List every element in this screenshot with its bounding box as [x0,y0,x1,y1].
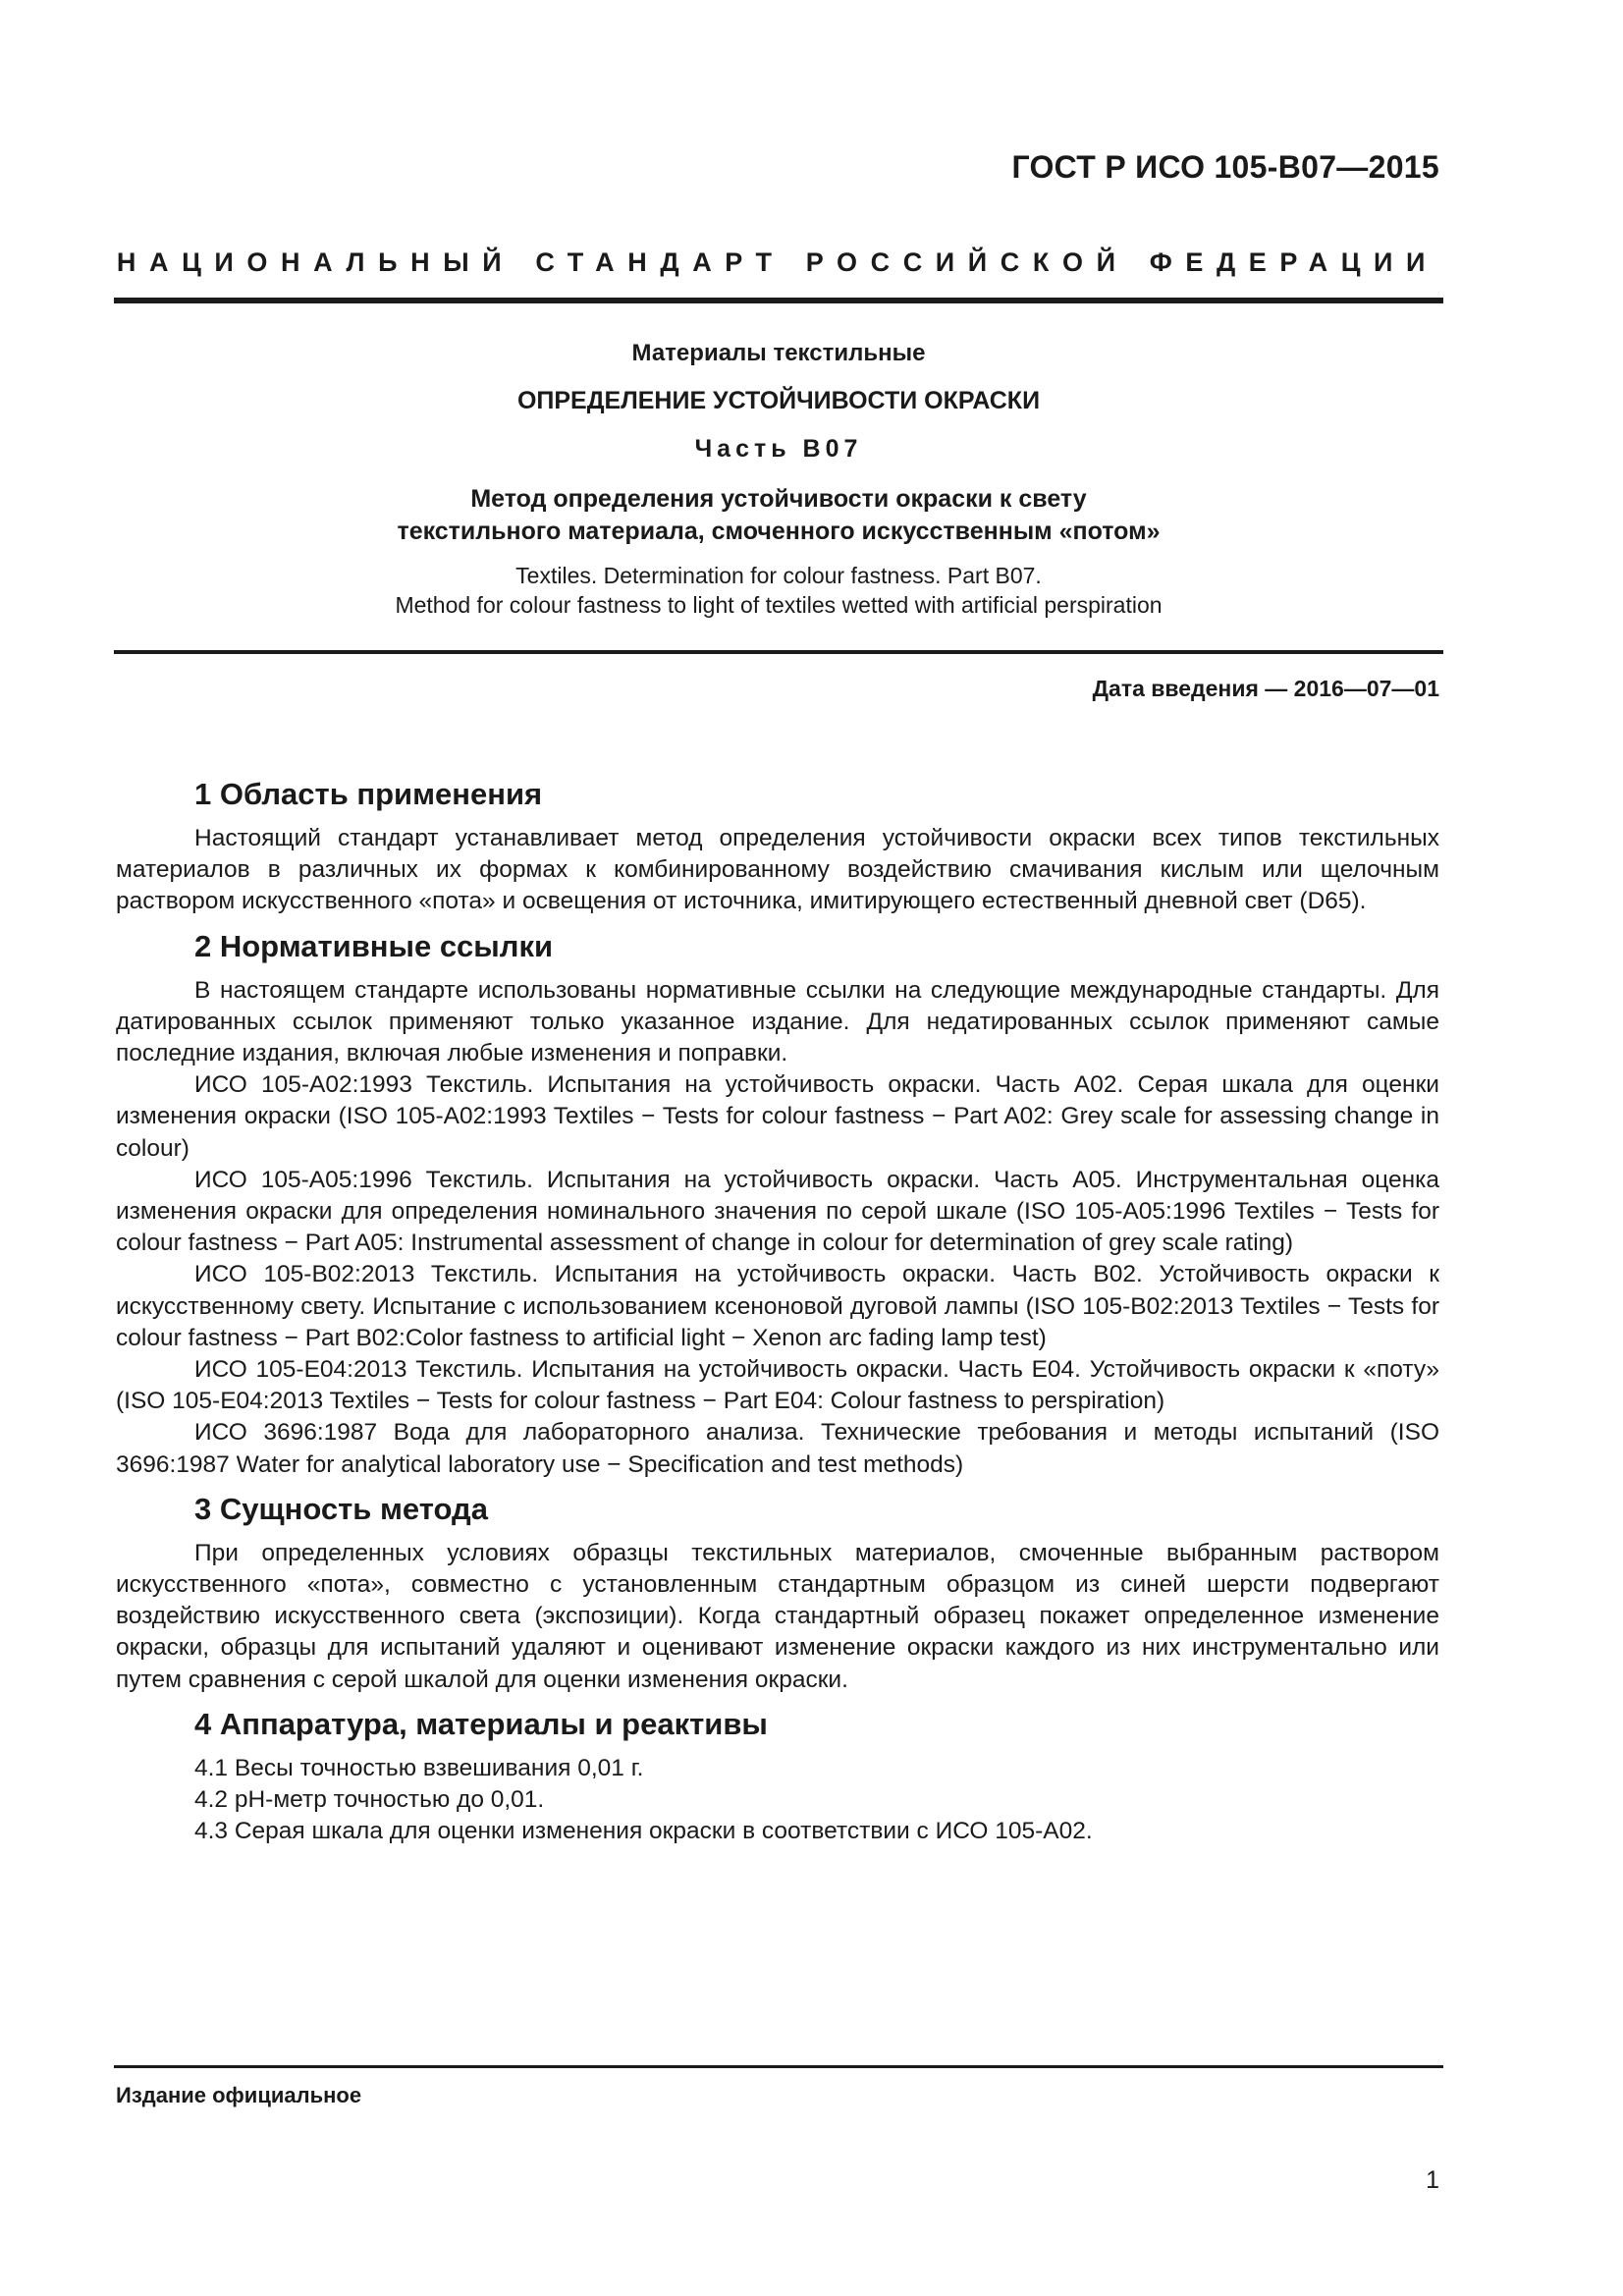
reference-iso-105-a02: ИСО 105-А02:1993 Текстиль. Испытания на устойчивость окраски. Часть А02. Серая шкала для оценки изменения окраски (ISO 105-A02:1993 Textiles − Tests for colour fastness − Part A02: Grey scale for assessing change in colour) [116,1071,1439,1162]
reference-iso-105-a05: ИСО 105-А05:1996 Текстиль. Испытания на устойчивость окраски. Часть А05. Инструментальная оценка изменения окраски для определения номинального значения по серой шкале (ISO 105-A05:1996 Textiles − Tests for colour fastness − Part A05: Instrumental assessment of change in colour for determination of grey scale rating) [116,1166,1439,1257]
page-number: 1 [1426,2166,1439,2194]
section-4-item-3: 4.3 Серая шкала для оценки изменения окраски в соответствии с ИСО 105-А02. [194,1818,1093,1845]
section-2-paragraph: В настоящем стандарте использованы нормативные ссылки на следующие международные стандарты. Для датированных ссылок применяют только указанное издание. Для недатированных ссылок применяют самые последние издания, включая любые изменения и поправки. [116,976,1439,1067]
official-edition-label: Издание официальное [116,2083,362,2107]
title-subtitle: Метод определения устойчивости окраски к свету текстильного материала, смоченного искусственным «потом» [397,485,1161,545]
top-divider [114,298,1443,303]
document-body [116,776,1439,1847]
national-standard-banner: НАЦИОНАЛЬНЫЙ СТАНДАРТ РОССИЙСКОЙ ФЕДЕРАЦИИ [116,247,1439,277]
reference-iso-3696: ИСО 3696:1987 Вода для лабораторного анализа. Технические требования и методы испытаний (ISO 3696:1987 Water for analytical laboratory use − Specification and test methods) [116,1419,1439,1478]
section-4-item-1: 4.1 Весы точностью взвешивания 0,01 г. [194,1754,644,1781]
section-4-heading: 4 Аппаратура, материалы и реактивы [194,1706,768,1741]
reference-iso-105-b02: ИСО 105-В02:2013 Текстиль. Испытания на устойчивость окраски. Часть В02. Устойчивость окраски к искусственному свету. Испытание с использованием ксеноновой дуговой лампы (ISO 105-B02:2013 Textiles − Tests for colour fastness − Part B02:Color fastness to artificial light − Xenon arc fading lamp test) [116,1261,1439,1351]
title-line-2: ОПРЕДЕЛЕНИЕ УСТОЙЧИВОСТИ ОКРАСКИ [516,387,1041,414]
title-english: Textiles. Determination for colour fastness. Part B07. Method for colour fastness to light of textiles wetted with artificial perspiration [395,563,1163,618]
reference-iso-105-e04: ИСО 105-Е04:2013 Текстиль. Испытания на устойчивость окраски. Часть Е04. Устойчивость окраски к «поту» (ISO 105-E04:2013 Textiles − Tests for colour fastness − Part E04: Colour fastness to perspiration) [116,1356,1439,1415]
title-part: Часть В07 [694,435,863,463]
title-line-1: Материалы текстильные [631,340,926,366]
section-1-heading: 1 Область применения [194,777,543,811]
document-code: ГОСТ Р ИСО 105-В07—2015 [1011,149,1439,185]
section-3-heading: 3 Сущность метода [194,1491,488,1526]
title-divider [114,650,1443,654]
introduction-date: Дата введения — 2016—07—01 [1092,676,1439,701]
section-2-heading: 2 Нормативные ссылки [194,928,554,963]
section-3-paragraph: При определенных условиях образцы текстильных материалов, смоченные выбранным раствором искусственного «пота», совместно с установленным стандартным образцом из синей шерсти подвергают воздействию искусственного света (экспозиции). Когда стандартный образец покажет определенное изменение окраски, образцы для испытаний удаляют и оценивают изменение окраски каждого из них инструментально или путем сравнения с серой шкалой для оценки изменения окраски. [116,1539,1439,1693]
section-1-paragraph: Настоящий стандарт устанавливает метод определения устойчивости окраски всех типов текстильных материалов в различных их формах к комбинированному воздействию смачивания кислым или щелочным раствором искусственного «пота» и освещения от источника, имитирующего естественный дневной свет (D65). [116,825,1439,915]
section-4-item-2: 4.2 рН-метр точностью до 0,01. [194,1786,545,1814]
footer-divider [114,2065,1443,2068]
